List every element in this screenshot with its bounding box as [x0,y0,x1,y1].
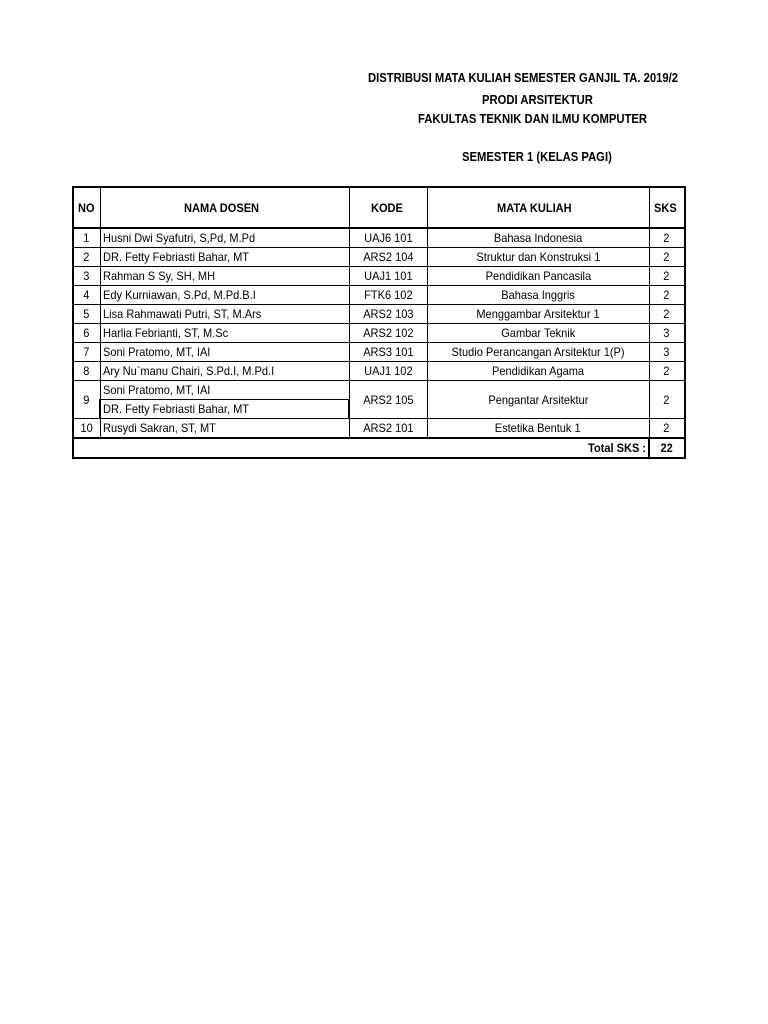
table-row [73,381,685,400]
course-name: Pengantar Arsitektur [427,381,649,419]
course-code: ARS2 104 [349,248,427,267]
credits: 3 [649,324,685,343]
credits: 3 [649,343,685,362]
lecturer-name: Husni Dwi Syafutri, S,Pd, M.Pd [100,228,349,248]
credits: 2 [649,362,685,381]
row-number: 9 [73,381,100,419]
document-title: DISTRIBUSI MATA KULIAH SEMESTER GANJIL TA. 2019/2 [368,71,679,85]
lecturer-name: Ary Nu`manu Chairi, S.Pd.I, M.Pd.I [100,362,349,381]
program-name: PRODI ARSITEKTUR [482,93,593,107]
course-name: Pendidikan Agama [427,362,649,381]
lecturer-name: DR. Fetty Febriasti Bahar, MT [100,248,349,267]
table-row [73,343,685,362]
course-name: Estetika Bentuk 1 [427,419,649,439]
semester-label: SEMESTER 1 (KELAS PAGI) [462,150,612,164]
credits: 2 [649,305,685,324]
table-row [73,324,685,343]
total-sks-value: 22 [649,438,685,458]
lecturer-name: Rusydi Sakran, ST, MT [100,419,349,439]
lecturer-name: Soni Pratomo, MT, IAI [100,381,349,400]
table-row [73,286,685,305]
course-code: FTK6 102 [349,286,427,305]
row-number: 1 [73,228,100,248]
credits: 2 [649,228,685,248]
row-number: 10 [73,419,100,439]
column-header-kode: KODE [349,187,427,228]
row-number: 6 [73,324,100,343]
table-row [73,419,685,439]
row-number: 8 [73,362,100,381]
course-name: Gambar Teknik [427,324,649,343]
course-code: ARS3 101 [349,343,427,362]
row-number: 4 [73,286,100,305]
row-number: 7 [73,343,100,362]
table-row [73,362,685,381]
column-header-sks: SKS [649,187,685,228]
credits: 2 [649,381,685,419]
table-body [73,228,685,438]
lecturer-name: Soni Pratomo, MT, IAI [100,343,349,362]
column-header-no: NO [73,187,100,228]
course-name: Menggambar Arsitektur 1 [427,305,649,324]
table-row [73,305,685,324]
course-code: ARS2 105 [349,381,427,419]
lecturer-name: Rahman S Sy, SH, MH [100,267,349,286]
total-sks-label: Total SKS : [73,438,649,458]
table-row [73,248,685,267]
course-code: ARS2 101 [349,419,427,439]
row-number: 2 [73,248,100,267]
lecturer-name: DR. Fetty Febriasti Bahar, MT [100,400,349,419]
credits: 2 [649,419,685,439]
table-row [73,267,685,286]
credits: 2 [649,286,685,305]
lecturer-name: Edy Kurniawan, S.Pd, M.Pd.B.I [100,286,349,305]
course-name: Studio Perancangan Arsitektur 1(P) [427,343,649,362]
faculty-name: FAKULTAS TEKNIK DAN ILMU KOMPUTER [418,112,647,126]
course-code: UAJ1 102 [349,362,427,381]
course-name: Bahasa Inggris [427,286,649,305]
course-name: Bahasa Indonesia [427,228,649,248]
course-code: ARS2 103 [349,305,427,324]
credits: 2 [649,267,685,286]
column-header-mata-kuliah: MATA KULIAH [427,187,649,228]
course-distribution-table [72,186,686,459]
total-row [73,438,685,458]
column-header-nama-dosen: NAMA DOSEN [100,187,349,228]
table-row [73,228,685,248]
course-code: UAJ6 101 [349,228,427,248]
row-number: 5 [73,305,100,324]
table-header-row [73,187,685,228]
course-name: Struktur dan Konstruksi 1 [427,248,649,267]
course-name: Pendidikan Pancasila [427,267,649,286]
lecturer-name: Harlia Febrianti, ST, M.Sc [100,324,349,343]
row-number: 3 [73,267,100,286]
course-code: ARS2 102 [349,324,427,343]
course-code: UAJ1 101 [349,267,427,286]
lecturer-name: Lisa Rahmawati Putri, ST, M.Ars [100,305,349,324]
credits: 2 [649,248,685,267]
